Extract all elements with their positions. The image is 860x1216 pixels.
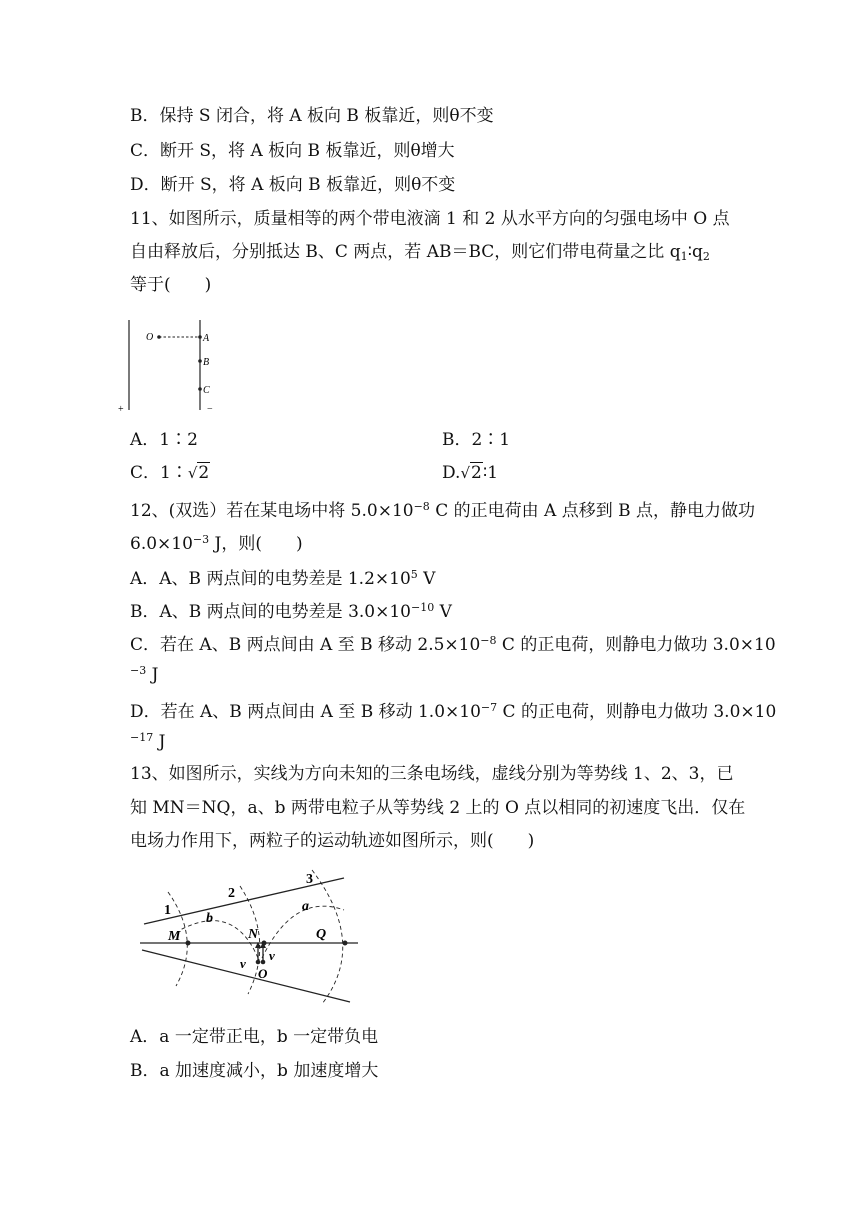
q12-stem-line2: $6.0\times 10^{-3}$ J，则( ) <box>130 533 303 554</box>
q13-option-a: A．a 一定带正电，b 一定带负电 <box>130 1027 379 1047</box>
q10-option-c: C．断开 S，将 A 板向 B 板靠近，则θ增大 <box>130 141 455 161</box>
q11-option-c: C．1∶√2 <box>130 463 210 483</box>
q11-label-o: O <box>146 332 154 343</box>
q11-stem-line1: 11、如图所示，质量相等的两个带电液滴 1 和 2 从水平方向的匀强电场中 O 点 <box>130 209 730 229</box>
q13-label-o: O <box>258 966 268 981</box>
q10-option-b: B．保持 S 闭合，将 A 板向 B 板靠近，则θ不变 <box>130 106 494 126</box>
q12-option-d-cont: $^{-17}$ J <box>130 731 166 752</box>
q12-option-d: D．若在 A、B 两点间由 A 至 B 移动 $1.0\times 10^{-7}$ C 的正电荷，则静电力做功 3.0×10 <box>130 701 777 722</box>
q13-label-3: 3 <box>306 872 313 887</box>
q12-option-c: C．若在 A、B 两点间由 A 至 B 移动 $2.5\times 10^{-8}$ C 的正电荷，则静电力做功 3.0×10 <box>130 634 776 655</box>
q13-label-m: M <box>168 929 181 944</box>
q13-label-n: N <box>248 927 259 942</box>
q10-option-d: D．断开 S，将 A 板向 B 板靠近，则θ不变 <box>130 175 456 195</box>
q11-option-b: B．2∶1 <box>442 430 511 450</box>
q11-label-c: C <box>203 385 210 396</box>
q13-label-1: 1 <box>164 903 171 918</box>
q13-label-q: Q <box>316 927 327 942</box>
q13-stem-line3: 电场力作用下，两粒子的运动轨迹如图所示，则( ) <box>130 831 535 851</box>
q13-stem-line1: 13、如图所示，实线为方向未知的三条电场线，虚线分别为等势线 1、2、3，已 <box>130 764 734 784</box>
q11-label-plus: + <box>118 404 124 415</box>
q13-option-b: B．a 加速度减小，b 加速度增大 <box>130 1061 379 1081</box>
q11-option-d: D.√2∶1 <box>442 463 499 483</box>
q13-figure <box>130 862 370 1010</box>
q12-option-b: B．A、B 两点间的电势差是 $3.0\times 10^{-10}$ V <box>130 601 452 622</box>
q13-label-2: 2 <box>228 886 235 901</box>
q11-stem-line3: 等于( ) <box>130 275 212 295</box>
q11-figure <box>112 318 224 418</box>
q11-label-a: A <box>203 333 210 344</box>
q12-option-c-cont: $^{-3}$ J <box>130 664 159 685</box>
q13-label-a: a <box>302 899 309 914</box>
q11-label-b: B <box>203 357 210 368</box>
q11-option-a: A．1∶2 <box>130 430 198 450</box>
q13-label-v-right: v <box>269 948 275 963</box>
q11-stem-line2: 自由释放后，分别抵达 B、C 两点，若 AB＝BC，则它们带电荷量之比 $q_1∶q_2$ <box>130 242 710 263</box>
q12-option-a: A．A、B 两点间的电势差是 $1.2\times 10^5$ V <box>130 568 436 589</box>
q12-stem-line1: 12、(双选）若在某电场中将 $5.0\times 10^{-8}$ C 的正电荷由 A 点移到 B 点，静电力做功 <box>130 500 756 521</box>
q11-label-minus: − <box>207 404 213 415</box>
q13-stem-line2: 知 MN＝NQ，a、b 两带电粒子从等势线 2 上的 O 点以相同的初速度飞出．仅在 <box>130 798 746 818</box>
q13-label-b: b <box>206 911 213 926</box>
q13-label-v-left: v <box>240 956 246 971</box>
